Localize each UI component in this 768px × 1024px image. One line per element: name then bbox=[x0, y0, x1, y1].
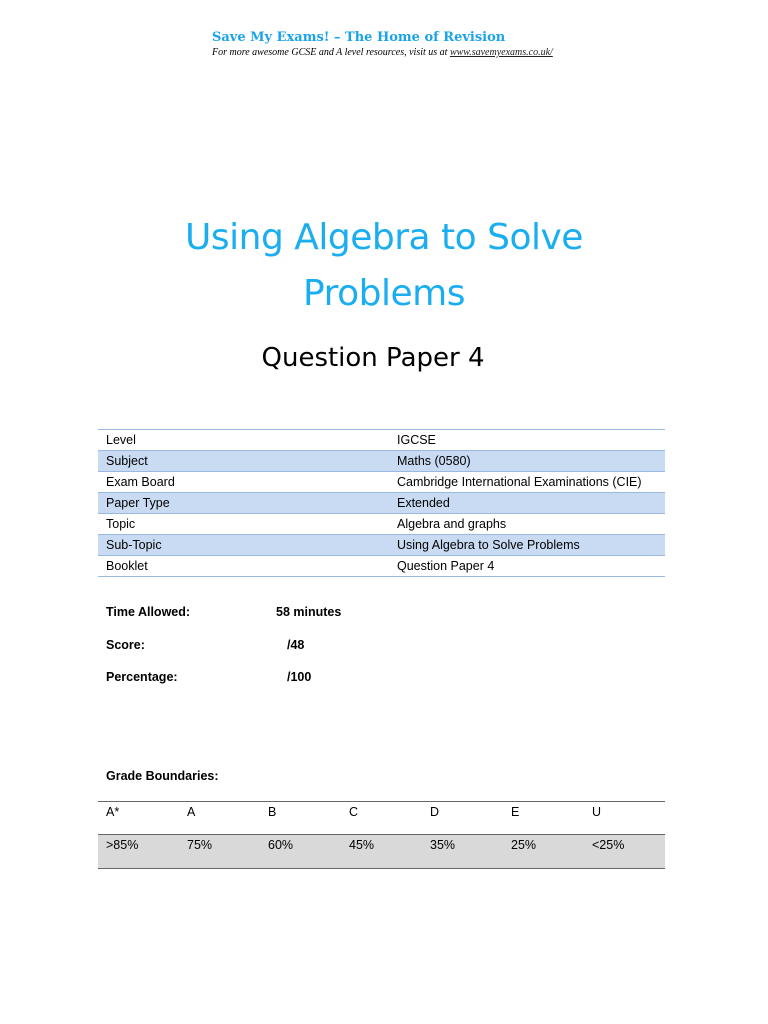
document-subtitle: Question Paper 4 bbox=[261, 343, 485, 373]
grade-value: 25% bbox=[503, 835, 584, 869]
grade-value: 35% bbox=[422, 835, 503, 869]
info-value: Extended bbox=[389, 493, 665, 514]
page-header bbox=[212, 30, 632, 59]
info-row-topic bbox=[98, 514, 665, 535]
time-allowed-label: Time Allowed: bbox=[106, 605, 191, 619]
info-value: Maths (0580) bbox=[389, 451, 665, 472]
grade-boundaries-title: Grade Boundaries: bbox=[106, 769, 219, 783]
grade-header: B bbox=[260, 802, 341, 835]
score-value: /48 bbox=[287, 638, 305, 652]
grade-value: 60% bbox=[260, 835, 341, 869]
info-label: Exam Board bbox=[98, 472, 389, 493]
tagline-text: For more awesome GCSE and A level resources, visit us at bbox=[212, 47, 450, 58]
score-label: Score: bbox=[106, 638, 145, 652]
info-label: Subject bbox=[98, 451, 389, 472]
info-value: Cambridge International Examinations (CIE) bbox=[389, 472, 665, 493]
info-row-booklet bbox=[98, 556, 665, 577]
info-table bbox=[98, 429, 665, 577]
info-row-sub-topic bbox=[98, 535, 665, 556]
brand-name: Save My Exams! – The Home of Revision bbox=[212, 30, 506, 45]
info-value: Question Paper 4 bbox=[389, 556, 665, 577]
info-label: Topic bbox=[98, 514, 389, 535]
grade-header: D bbox=[422, 802, 503, 835]
info-label: Booklet bbox=[98, 556, 389, 577]
info-value: IGCSE bbox=[389, 430, 665, 451]
info-label: Paper Type bbox=[98, 493, 389, 514]
info-row-paper-type bbox=[98, 493, 665, 514]
website-link[interactable]: www.savemyexams.co.uk/ bbox=[449, 47, 553, 58]
info-row-level bbox=[98, 430, 665, 451]
grade-header: A* bbox=[98, 802, 179, 835]
grade-header: C bbox=[341, 802, 422, 835]
info-value: Using Algebra to Solve Problems bbox=[389, 535, 665, 556]
grade-header-row bbox=[98, 802, 665, 835]
info-value: Algebra and graphs bbox=[389, 514, 665, 535]
info-label: Sub-Topic bbox=[98, 535, 389, 556]
percentage-value: /100 bbox=[287, 670, 312, 684]
grade-value: 75% bbox=[179, 835, 260, 869]
title-line-2: Problems bbox=[303, 273, 465, 314]
grade-header: A bbox=[179, 802, 260, 835]
time-allowed-value: 58 minutes bbox=[276, 605, 342, 619]
grade-header: E bbox=[503, 802, 584, 835]
info-label: Level bbox=[98, 430, 389, 451]
grade-value: <25% bbox=[584, 835, 665, 869]
info-row-exam-board bbox=[98, 472, 665, 493]
grade-values-row bbox=[98, 835, 665, 869]
document-title bbox=[0, 210, 768, 322]
header-tagline bbox=[212, 46, 632, 59]
percentage-label: Percentage: bbox=[106, 670, 178, 684]
grade-header: U bbox=[584, 802, 665, 835]
title-line-1: Using Algebra to Solve bbox=[185, 217, 583, 258]
grade-boundaries-table bbox=[98, 801, 665, 869]
info-row-subject bbox=[98, 451, 665, 472]
grade-value: >85% bbox=[98, 835, 179, 869]
grade-value: 45% bbox=[341, 835, 422, 869]
